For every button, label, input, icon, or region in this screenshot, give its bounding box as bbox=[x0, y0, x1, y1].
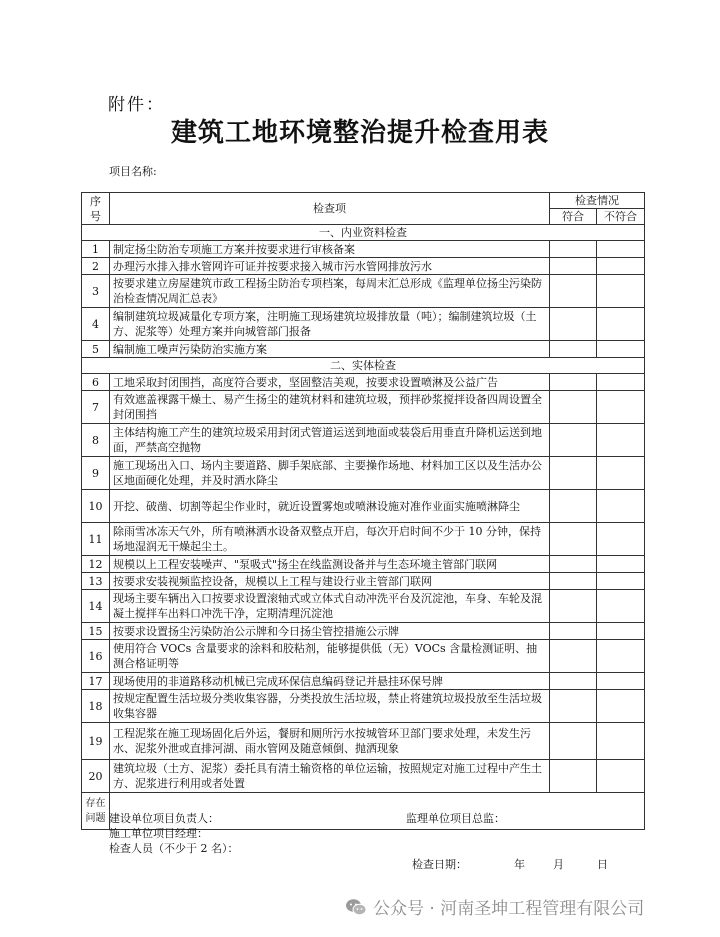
row-number: 11 bbox=[82, 523, 110, 556]
conform-cell[interactable] bbox=[550, 258, 597, 275]
nonconform-header: 不符合 bbox=[597, 209, 645, 225]
conform-cell[interactable] bbox=[550, 424, 597, 457]
inspection-item-text: 编制建筑垃圾减量化专项方案，注明施工现场建筑垃圾排放量（吨）；编制建筑垃圾（土方、泥浆等）处理方案并向城管部门报备 bbox=[110, 308, 550, 341]
nonconform-cell[interactable] bbox=[597, 690, 645, 723]
supervision-lead-label: 监理单位项目总监： bbox=[406, 812, 505, 825]
section-title: 一、内业资料检查 bbox=[82, 225, 645, 241]
row-number: 13 bbox=[82, 573, 110, 590]
row-number: 5 bbox=[82, 341, 110, 358]
table-row bbox=[82, 623, 645, 640]
row-number: 6 bbox=[82, 374, 110, 391]
table-row bbox=[82, 523, 645, 556]
conform-cell[interactable] bbox=[550, 640, 597, 673]
table-row bbox=[82, 258, 645, 275]
conform-cell[interactable] bbox=[550, 341, 597, 358]
inspection-table bbox=[81, 192, 645, 830]
row-number: 17 bbox=[82, 673, 110, 690]
conform-cell[interactable] bbox=[550, 573, 597, 590]
status-header: 检查情况 bbox=[550, 193, 645, 209]
construction-lead-label: 建设单位项目负责人： bbox=[109, 812, 219, 825]
nonconform-cell[interactable] bbox=[597, 640, 645, 673]
date-year: 年 bbox=[514, 858, 525, 871]
inspection-item-text: 按要求建立房屋建筑市政工程扬尘防治专项档案，每周末汇总形成《监理单位扬尘污染防治检查情况周汇总表》 bbox=[110, 275, 550, 308]
inspection-item-text: 现场使用的非道路移动机械已完成环保信息编码登记并悬挂环保号牌 bbox=[110, 673, 550, 690]
wechat-icon bbox=[345, 898, 367, 916]
inspection-item-text: 主体结构施工产生的建筑垃圾采用封闭式管道运送到地面或装袋后用垂直升降机运送到地面，严禁高空抛物 bbox=[110, 424, 550, 457]
conform-cell[interactable] bbox=[550, 690, 597, 723]
table-row bbox=[82, 341, 645, 358]
table-row bbox=[82, 275, 645, 308]
row-number: 10 bbox=[82, 490, 110, 523]
contractor-manager-label: 施工单位项目经理： bbox=[109, 827, 208, 840]
nonconform-cell[interactable] bbox=[597, 391, 645, 424]
row-number: 4 bbox=[82, 308, 110, 341]
inspection-item-text: 施工现场出入口、场内主要道路、脚手架底部、主要操作场地、材料加工区以及生活办公区地面硬化处理，并及时洒水降尘 bbox=[110, 457, 550, 490]
project-name-label: 项目名称: bbox=[109, 165, 157, 178]
row-number: 8 bbox=[82, 424, 110, 457]
conform-header: 符合 bbox=[550, 209, 597, 225]
inspection-item-text: 有效遮盖裸露干燥土、易产生扬尘的建筑材料和建筑垃圾，预拌砂浆搅拌设备四周设置全封闭围挡 bbox=[110, 391, 550, 424]
inspection-item-text: 按要求安装视频监控设备，规模以上工程与建设行业主管部门联网 bbox=[110, 573, 550, 590]
nonconform-cell[interactable] bbox=[597, 760, 645, 793]
inspection-item-text: 编制施工噪声污染防治实施方案 bbox=[110, 341, 550, 358]
watermark bbox=[345, 894, 644, 919]
nonconform-cell[interactable] bbox=[597, 424, 645, 457]
page-title: 建筑工地环境整治提升检查用表 bbox=[170, 118, 549, 148]
nonconform-cell[interactable] bbox=[597, 275, 645, 308]
conform-cell[interactable] bbox=[550, 374, 597, 391]
table-row bbox=[82, 391, 645, 424]
row-number: 9 bbox=[82, 457, 110, 490]
section-header-row bbox=[82, 358, 645, 374]
nonconform-cell[interactable] bbox=[597, 673, 645, 690]
nonconform-cell[interactable] bbox=[597, 723, 645, 760]
nonconform-cell[interactable] bbox=[597, 556, 645, 573]
row-number: 7 bbox=[82, 391, 110, 424]
conform-cell[interactable] bbox=[550, 241, 597, 258]
issues-label: 存在问题 bbox=[82, 793, 110, 830]
conform-cell[interactable] bbox=[550, 623, 597, 640]
nonconform-cell[interactable] bbox=[597, 308, 645, 341]
date-day: 日 bbox=[597, 858, 608, 871]
table-row bbox=[82, 374, 645, 391]
inspection-date-label: 检查日期： bbox=[412, 858, 467, 871]
row-number: 3 bbox=[82, 275, 110, 308]
nonconform-cell[interactable] bbox=[597, 241, 645, 258]
table-row bbox=[82, 556, 645, 573]
conform-cell[interactable] bbox=[550, 723, 597, 760]
nonconform-cell[interactable] bbox=[597, 341, 645, 358]
inspection-item-text: 使用符合 VOCs 含量要求的涂料和胶粘剂，能够提供低（无）VOCs 含量检测证明、抽测合格证明等 bbox=[110, 640, 550, 673]
nonconform-cell[interactable] bbox=[597, 490, 645, 523]
section-header-row bbox=[82, 225, 645, 241]
inspection-item-text: 按规定配置生活垃圾分类收集容器，分类投放生活垃圾，禁止将建筑垃圾投放至生活垃圾收集容器 bbox=[110, 690, 550, 723]
inspectors-label: 检查人员（不少于 2 名）： bbox=[109, 842, 239, 855]
row-number: 1 bbox=[82, 241, 110, 258]
row-number: 20 bbox=[82, 760, 110, 793]
table-row bbox=[82, 573, 645, 590]
inspection-item-text: 办理污水排入排水管网许可证并按要求接入城市污水管网排放污水 bbox=[110, 258, 550, 275]
table-row bbox=[82, 723, 645, 760]
nonconform-cell[interactable] bbox=[597, 573, 645, 590]
conform-cell[interactable] bbox=[550, 457, 597, 490]
conform-cell[interactable] bbox=[550, 673, 597, 690]
inspection-item-text: 按要求设置扬尘污染防治公示牌和今日扬尘管控措施公示牌 bbox=[110, 623, 550, 640]
table-row bbox=[82, 490, 645, 523]
row-number: 12 bbox=[82, 556, 110, 573]
attachment-label: 附件： bbox=[108, 95, 165, 115]
inspection-item-text: 现场主要车辆出入口按要求设置滚轴式或立体式自动冲洗平台及沉淀池，车身、车轮及混凝土搅拌车出料口冲洗干净，定期清理沉淀池 bbox=[110, 590, 550, 623]
table-row bbox=[82, 690, 645, 723]
table-row bbox=[82, 673, 645, 690]
inspection-item-text: 制定扬尘防治专项施工方案并按要求进行审核备案 bbox=[110, 241, 550, 258]
inspection-item-text: 工地采取封闭围挡，高度符合要求，坚固整洁美观，按要求设置喷淋及公益广告 bbox=[110, 374, 550, 391]
table-row bbox=[82, 424, 645, 457]
table-row bbox=[82, 640, 645, 673]
conform-cell[interactable] bbox=[550, 391, 597, 424]
table-row bbox=[82, 457, 645, 490]
nonconform-cell[interactable] bbox=[597, 590, 645, 623]
section-title: 二、实体检查 bbox=[82, 358, 645, 374]
conform-cell[interactable] bbox=[550, 490, 597, 523]
inspection-item-text: 规模以上工程安装噪声、"泵吸式"扬尘在线监测设备并与生态环境主管部门联网 bbox=[110, 556, 550, 573]
row-number: 18 bbox=[82, 690, 110, 723]
conform-cell[interactable] bbox=[550, 760, 597, 793]
nonconform-cell[interactable] bbox=[597, 258, 645, 275]
inspection-item-text: 除雨雪冰冻天气外，所有喷淋洒水设备双整点开启，每次开启时间不少于 10 分钟，保持场地湿润无干燥起尘土。 bbox=[110, 523, 550, 556]
table-row bbox=[82, 308, 645, 341]
nonconform-cell[interactable] bbox=[597, 523, 645, 556]
nonconform-cell[interactable] bbox=[597, 374, 645, 391]
watermark-text: 公众号 · 河南圣坤工程管理有限公司 bbox=[373, 899, 645, 919]
table-row bbox=[82, 760, 645, 793]
inspection-item-text: 工程泥浆在施工现场固化后外运，餐厨和厕所污水按城管环卫部门要求处理，未发生污水、泥浆外泄或直排河湖、雨水管网及随意倾倒、抛洒现象 bbox=[110, 723, 550, 760]
item-header: 检查项 bbox=[110, 193, 550, 225]
conform-cell[interactable] bbox=[550, 523, 597, 556]
conform-cell[interactable] bbox=[550, 556, 597, 573]
row-number: 19 bbox=[82, 723, 110, 760]
row-number: 14 bbox=[82, 590, 110, 623]
conform-cell[interactable] bbox=[550, 590, 597, 623]
table-row bbox=[82, 590, 645, 623]
inspection-item-text: 开挖、破凿、切割等起尘作业时，就近设置雾炮或喷淋设施对准作业面实施喷淋降尘 bbox=[110, 490, 550, 523]
nonconform-cell[interactable] bbox=[597, 457, 645, 490]
conform-cell[interactable] bbox=[550, 308, 597, 341]
row-number: 2 bbox=[82, 258, 110, 275]
seq-header: 序号 bbox=[82, 193, 110, 225]
date-month: 月 bbox=[553, 858, 564, 871]
nonconform-cell[interactable] bbox=[597, 623, 645, 640]
conform-cell[interactable] bbox=[550, 275, 597, 308]
table-row bbox=[82, 241, 645, 258]
row-number: 15 bbox=[82, 623, 110, 640]
row-number: 16 bbox=[82, 640, 110, 673]
inspection-item-text: 建筑垃圾（土方、泥浆）委托具有清土输资格的单位运输，按照规定对施工过程中产生土方、泥浆进行利用或者处置 bbox=[110, 760, 550, 793]
